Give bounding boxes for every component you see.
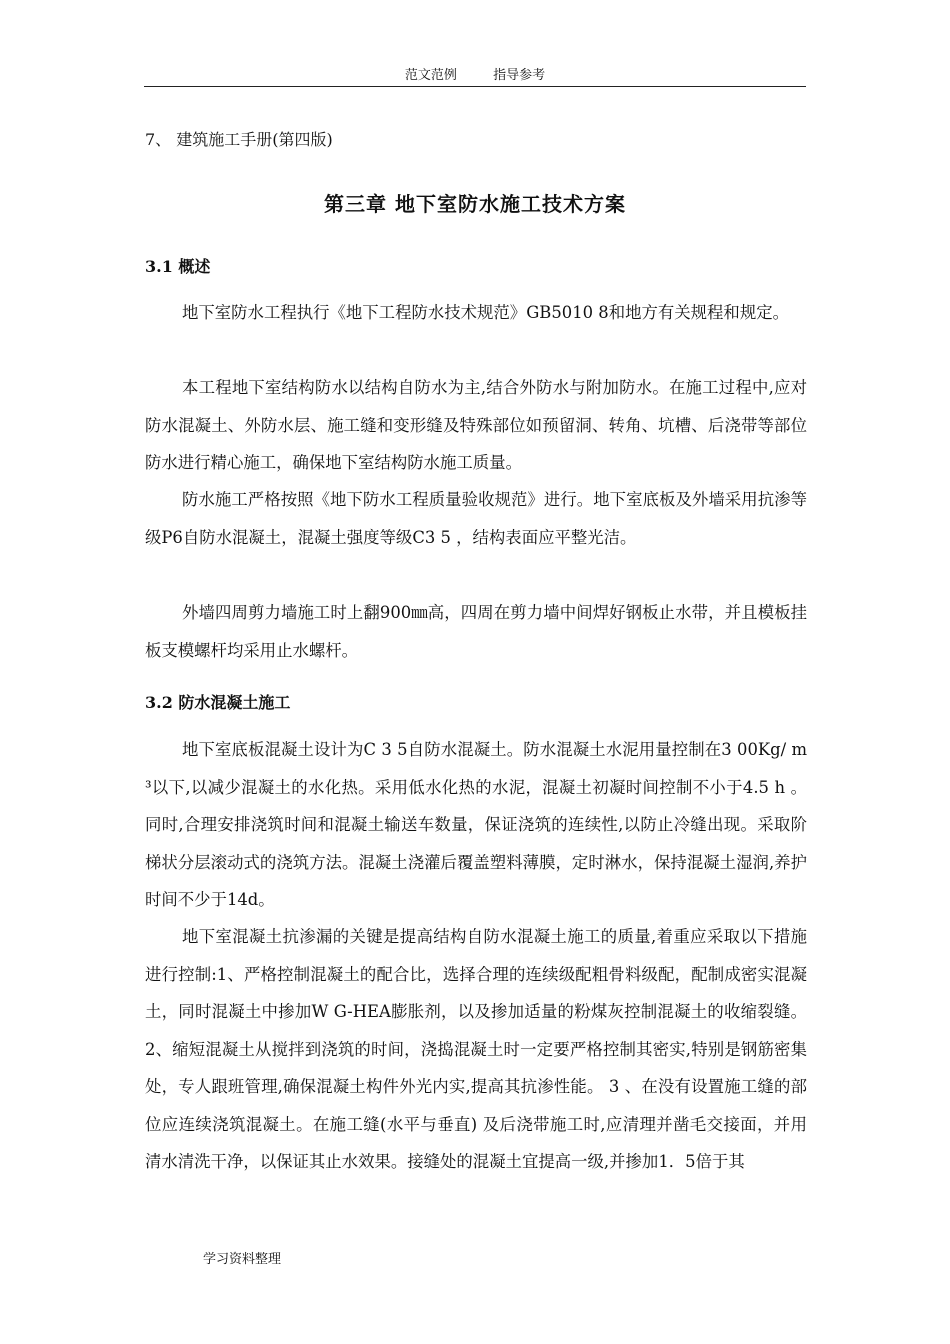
section-heading-concrete: 3.2 防水混凝土施工 (145, 693, 291, 712)
page-header (144, 64, 806, 87)
paragraph: 地下室底板混凝土设计为C 3 5自防水混凝土。防水混凝土水泥用量控制在3 00Kg/ m ³以下,以减少混凝土的水化热。采用低水化热的水泥，混凝土初凝时间控制不小于4.5 h 。同时,合理安排浇筑时间和混凝土输送车数量，保证浇筑的连续性,以防止冷缝出现。采取阶梯状分层滚动式的浇筑方法。混凝土浇灌后覆盖塑料薄膜，定时淋水，保持混凝土湿润,养护时间不少于14d。 (145, 740, 807, 909)
paragraph: 防水施工严格按照《地下防水工程质量验收规范》进行。地下室底板及外墙采用抗渗等级P6自防水混凝土，混凝土强度等级C3 5 ，结构表面应平整光洁。 (145, 490, 807, 547)
chapter-title: 第三章 地下室防水施工技术方案 (324, 192, 626, 216)
paragraph: 地下室混凝土抗渗漏的关键是提高结构自防水混凝土施工的质量,着重应采取以下措施进行控制:1、严格控制混凝土的配合比，选择合理的连续级配粗骨料级配，配制成密实混凝土，同时混凝土中掺加W G-HEA膨胀剂，以及掺加适量的粉煤灰控制混凝土的收缩裂缝。2、缩短混凝土从搅拌到浇筑的时间，浇捣混凝土时一定要严格控制其密实,特别是钢筋密集处，专人跟班管理,确保混凝土构件外光内实,提高其抗渗性能。 3 、在没有设置施工缝的部位应连续浇筑混凝土。在施工缝(水平与垂直) 及后浇带施工时,应清理并凿毛交接面，并用清水清洗干净，以保证其止水效果。接缝处的混凝土宜提高一级,并掺加1．5倍于其 (145, 927, 807, 1171)
header-right-text: 指导参考 (493, 68, 546, 83)
section-heading-overview: 3.1 概述 (145, 257, 211, 276)
paragraph: 本工程地下室结构防水以结构自防水为主,结合外防水与附加防水。在施工过程中,应对防水混凝土、外防水层、施工缝和变形缝及特殊部位如预留洞、转角、坑槽、后浇带等部位防水进行精心施工，确保地下室结构防水施工质量。 (145, 378, 807, 472)
header-left-text: 范文范例 (404, 68, 457, 83)
page-footer: 学习资料整理 (203, 1252, 282, 1267)
reference-item: 7、 建筑施工手册(第四版) (145, 130, 333, 149)
paragraph: 地下室防水工程执行《地下工程防水技术规范》GB5010 8和地方有关规程和规定。 (182, 303, 789, 322)
paragraph: 外墙四周剪力墙施工时上翻900㎜高，四周在剪力墙中间焊好钢板止水带，并且模板挂板支模螺杆均采用止水螺杆。 (145, 603, 807, 660)
